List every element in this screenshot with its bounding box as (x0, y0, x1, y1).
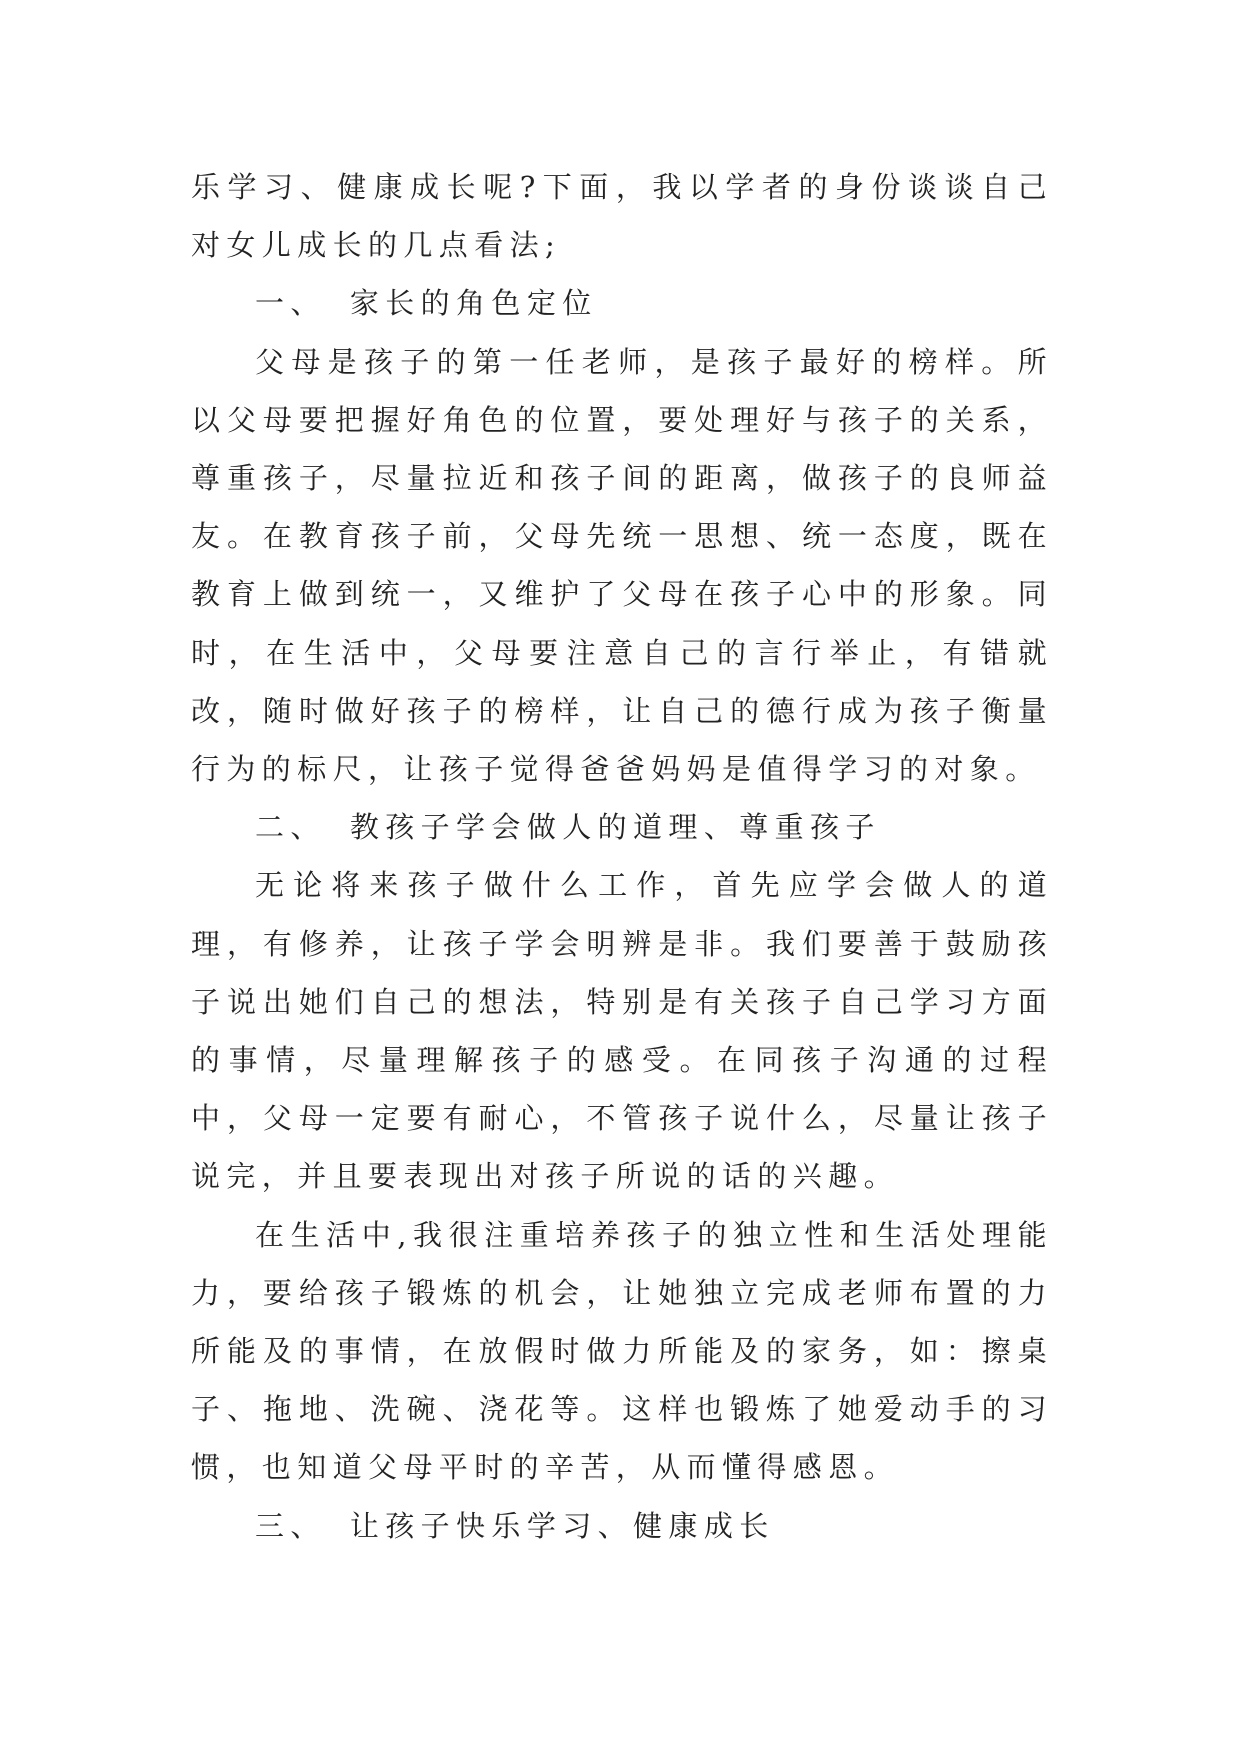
section-heading-1 (191, 274, 1053, 332)
paragraph: 父母是孩子的第一任老师，是孩子最好的榜样。所以父母要把握好角色的位置，要处理好与孩子的关系，尊重孩子，尽量拉近和孩子间的距离，做孩子的良师益友。在教育孩子前，父母先统一思想、统一态度，既在教育上做到统一，又维护了父母在孩子心中的形象。同时，在生活中，父母要注意自己的言行举止，有错就改，随时做好孩子的榜样，让自己的德行成为孩子衡量行为的标尺，让孩子觉得爸爸妈妈是值得学习的对象。 (191, 344, 1053, 787)
section-title: 教孩子学会做人的道理、尊重孩子 (349, 810, 881, 845)
section-number: 三、 (255, 1508, 326, 1543)
section-heading-3 (191, 1497, 1053, 1555)
section-number: 一、 (255, 286, 326, 321)
section-title: 家长的角色定位 (349, 286, 598, 321)
document-body (191, 158, 1053, 1555)
section-number: 二、 (255, 810, 326, 845)
section-title: 让孩子快乐学习、健康成长 (349, 1508, 775, 1543)
paragraph: 无论将来孩子做什么工作，首先应学会做人的道理，有修养，让孩子学会明辨是非。我们要善于鼓励孩子说出她们自己的想法，特别是有关孩子自己学习方面的事情，尽量理解孩子的感受。在同孩子沟通的过程中，父母一定要有耐心，不管孩子说什么，尽量让孩子说完，并且要表现出对孩子所说的话的兴趣。 (191, 868, 1053, 1194)
paragraph-continuation: 乐学习、健康成长呢?下面，我以学者的身份谈谈自己对女儿成长的几点看法; (191, 170, 1053, 263)
paragraph: 在生活中,我很注重培养孩子的独立性和生活处理能力，要给孩子锻炼的机会，让她独立完成老师布置的力所能及的事情，在放假时做力所能及的家务，如：擦桌子、拖地、洗碗、浇花等。这样也锻炼了她爱动手的习惯，也知道父母平时的辛苦，从而懂得感恩。 (191, 1217, 1053, 1485)
section-heading-2 (191, 798, 1053, 856)
